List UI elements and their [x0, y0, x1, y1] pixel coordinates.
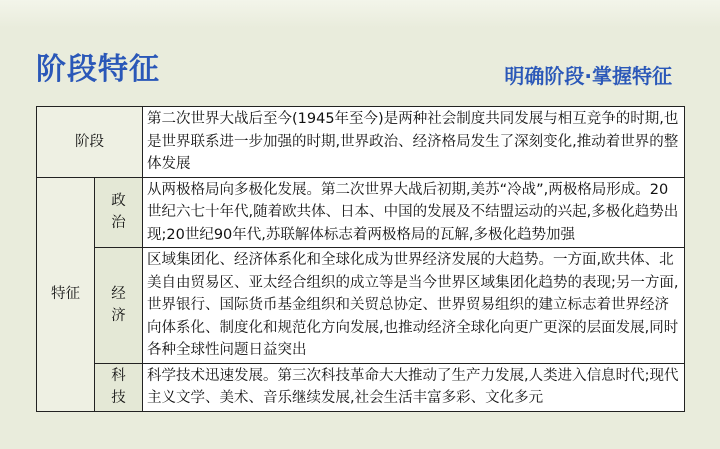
technology-label-char-2: 技 [111, 390, 126, 406]
table-row-politics [37, 177, 685, 248]
stage-label: 阶段 [37, 107, 143, 178]
economy-label-char-2: 济 [111, 308, 126, 325]
politics-text: 从两极格局向多极化发展。第二次世界大战后初期,美苏“冷战”,两极格局形成。20世纪六七十年代,随着欧共体、日本、中国的发展及不结盟运动的兴起,多极化趋势出现;20世纪90年代,苏联解体标志着两极格局的瓦解,多极化趋势加强 [143, 177, 685, 248]
page-tagline: 明确阶段·掌握特征 [504, 64, 672, 88]
technology-text: 科学技术迅速发展。第三次科技革命大大推动了生产力发展,人类进入信息时代;现代主义文学、美术、音乐继续发展,社会生活丰富多彩、文化多元 [143, 363, 685, 411]
page-title: 阶段特征 [36, 52, 160, 87]
table-row-stage [37, 107, 685, 178]
economy-label-char-1: 经 [111, 285, 126, 302]
technology-label [95, 363, 143, 411]
economy-text: 区域集团化、经济体系化和全球化成为世界经济发展的大趋势。一方面,欧共体、北美自由贸易区、亚太经合组织的成立等是当今世界区域集团化趋势的表现;另一方面,世界银行、国际货币基金组织和关贸总协定、世界贸易组织的建立标志着世界经济向体系化、制度化和规范化方向发展,也推动经济全球化向更广更深的层面发展,同时各种全球性问题日益突出 [143, 248, 685, 364]
stage-feature-table [36, 106, 685, 412]
stage-text: 第二次世界大战后至今(1945年至今)是两种社会制度共同发展与相互竞争的时期,也是世界联系进一步加强的时期,世界政治、经济格局发生了深刻变化,推动着世界的整体发展 [143, 107, 685, 178]
technology-label-char-1: 科 [111, 367, 126, 384]
table-row-economy [37, 248, 685, 364]
politics-label-char-2: 治 [111, 215, 126, 232]
economy-label [95, 248, 143, 364]
top-decor-bar [0, 0, 720, 28]
politics-label-char-1: 政 [111, 192, 126, 209]
features-label: 特征 [37, 177, 95, 411]
politics-label [95, 177, 143, 248]
table-row-technology [37, 363, 685, 411]
